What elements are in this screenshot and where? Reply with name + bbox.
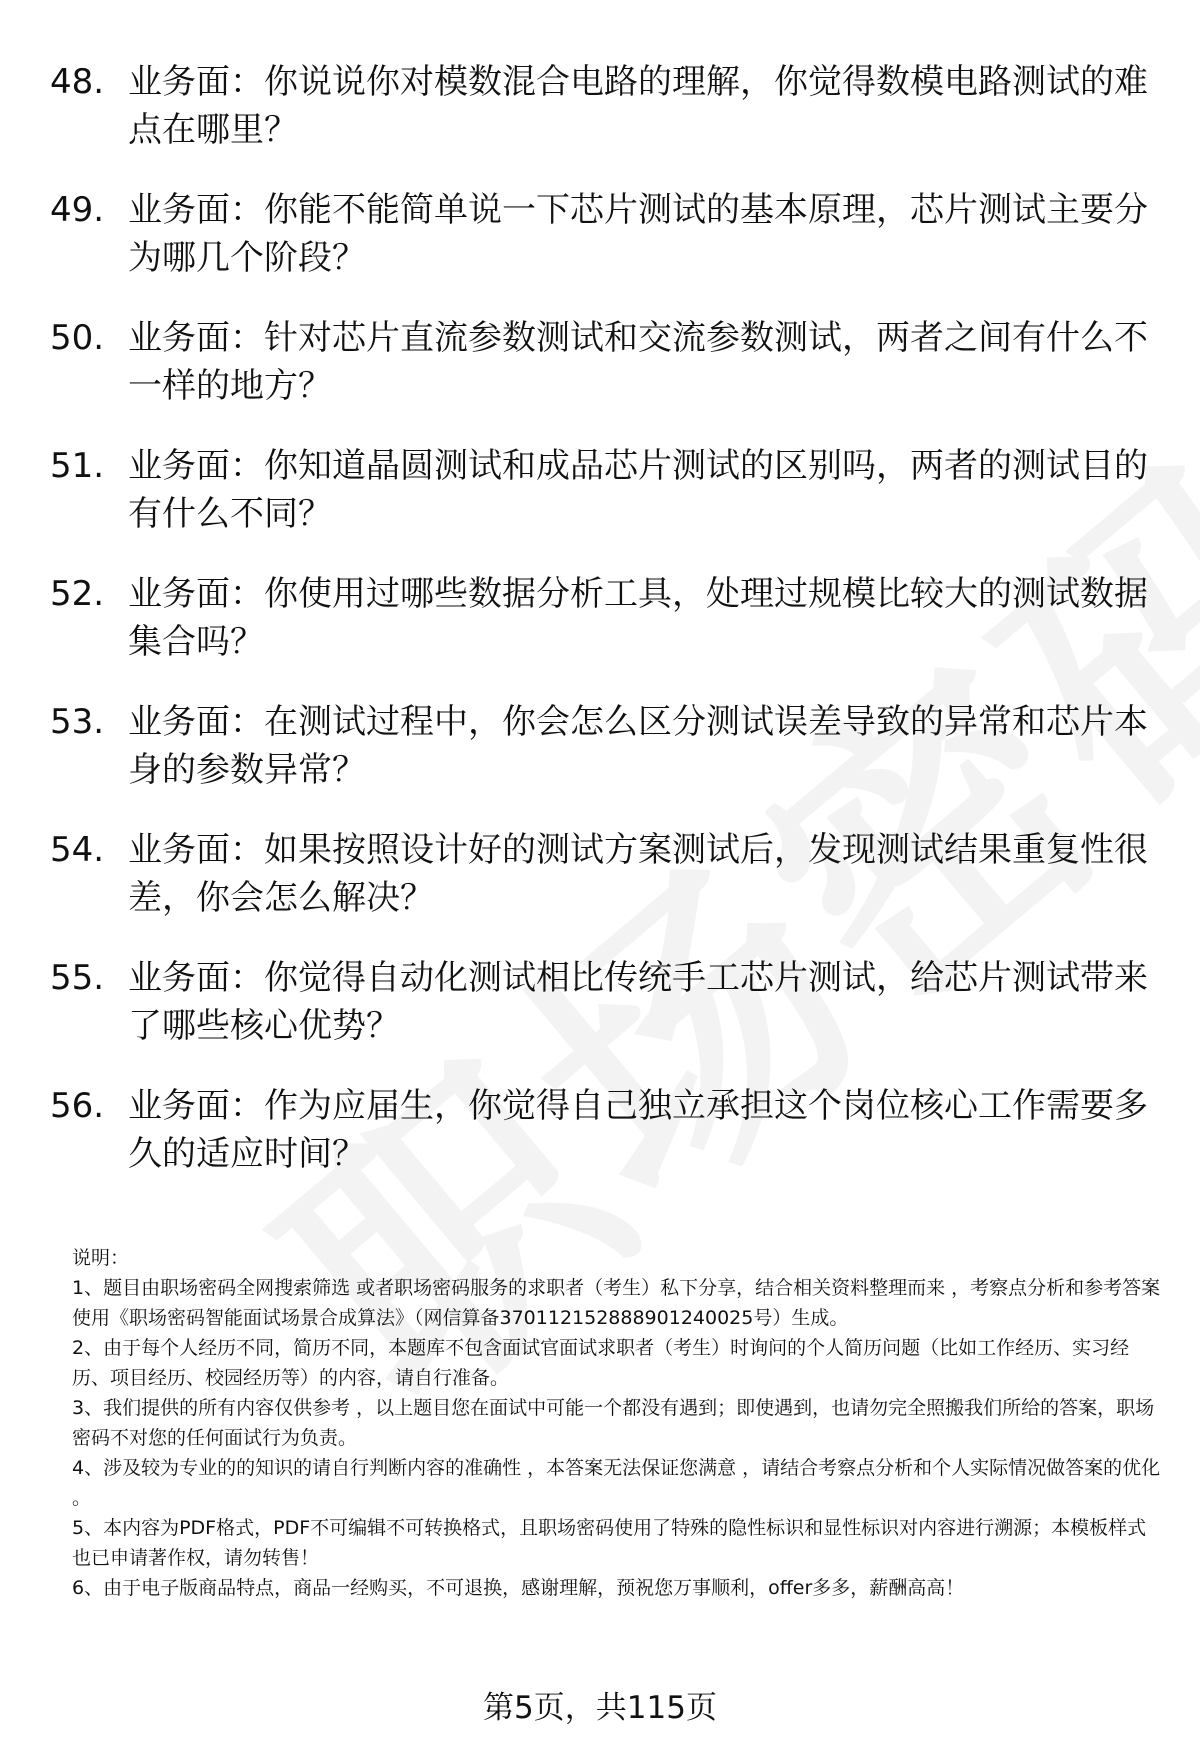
note-item: 6、由于电子版商品特点，商品一经购买，不可退换，感谢理解，预祝您万事顺利，offer多多，薪酬高高！ — [72, 1577, 965, 1599]
question-text: 业务面：在测试过程中，你会怎么区分测试误差导致的异常和芯片本身的参数异常？ — [128, 702, 1148, 790]
question-item — [50, 314, 1160, 410]
question-list — [50, 58, 1160, 1210]
question-number: 50. — [50, 318, 105, 358]
page-footer: 第5页，共115页 — [483, 1690, 717, 1726]
question-text: 业务面：如果按照设计好的测试方案测试后，发现测试结果重复性很差，你会怎么解决？ — [128, 830, 1148, 918]
question-text: 业务面：你能不能简单说一下芯片测试的基本原理，芯片测试主要分为哪几个阶段？ — [128, 190, 1148, 278]
question-item — [50, 698, 1160, 794]
question-number: 55. — [50, 958, 105, 998]
note-item: 4、涉及较为专业的的知识的请自行判断内容的准确性 ，本答案无法保证您满意 ，请结合考察点分析和个人实际情况做答案的优化 。 — [72, 1457, 1161, 1509]
question-item — [50, 186, 1160, 282]
question-text: 业务面：你知道晶圆测试和成品芯片测试的区别吗，两者的测试目的有什么不同？ — [128, 446, 1148, 534]
question-number: 54. — [50, 830, 105, 870]
question-number: 48. — [50, 62, 105, 102]
question-item — [50, 826, 1160, 922]
question-text: 业务面：你觉得自动化测试相比传统手工芯片测试，给芯片测试带来了哪些核心优势？ — [128, 958, 1148, 1046]
question-item — [50, 570, 1160, 666]
question-number: 53. — [50, 702, 105, 742]
question-number: 51. — [50, 446, 105, 486]
notes-section — [72, 1243, 1162, 1603]
note-item: 2、由于每个人经历不同，简历不同，本题库不包含面试官面试求职者（考生）时询问的个人简历问题（比如工作经历、实习经历、项目经历、校园经历等）的内容，请自行准备。 — [72, 1337, 1130, 1389]
question-text: 业务面：作为应届生，你觉得自己独立承担这个岗位核心工作需要多久的适应时间？ — [128, 1086, 1148, 1174]
question-item — [50, 954, 1160, 1050]
question-number: 56. — [50, 1086, 105, 1126]
question-text: 业务面：你说说你对模数混合电路的理解，你觉得数模电路测试的难点在哪里？ — [128, 62, 1148, 150]
question-text: 业务面：你使用过哪些数据分析工具，处理过规模比较大的测试数据集合吗？ — [128, 574, 1148, 662]
question-text: 业务面：针对芯片直流参数测试和交流参数测试，两者之间有什么不一样的地方？ — [128, 318, 1148, 406]
question-item — [50, 58, 1160, 154]
question-item — [50, 1082, 1160, 1178]
question-item — [50, 442, 1160, 538]
note-item: 5、本内容为PDF格式，PDF不可编辑不可转换格式，且职场密码使用了特殊的隐性标识和显性标识对内容进行溯源；本模板样式也已申请著作权，请勿转售！ — [72, 1517, 1147, 1569]
note-item: 1、题目由职场密码全网搜索筛选 或者职场密码服务的求职者（考生）私下分享，结合相关资料整理而来 ，考察点分析和参考答案使用《职场密码智能面试场景合成算法》（网信算备370112152888901240025号）生成。 — [72, 1277, 1161, 1329]
notes-title: 说明： — [72, 1247, 130, 1269]
question-number: 52. — [50, 574, 105, 614]
note-item: 3、我们提供的所有内容仅供参考 ，以上题目您在面试中可能一个都没有遇到；即使遇到，也请勿完全照搬我们所给的答案，职场密码不对您的任何面试行为负责。 — [72, 1397, 1155, 1449]
question-number: 49. — [50, 190, 105, 230]
